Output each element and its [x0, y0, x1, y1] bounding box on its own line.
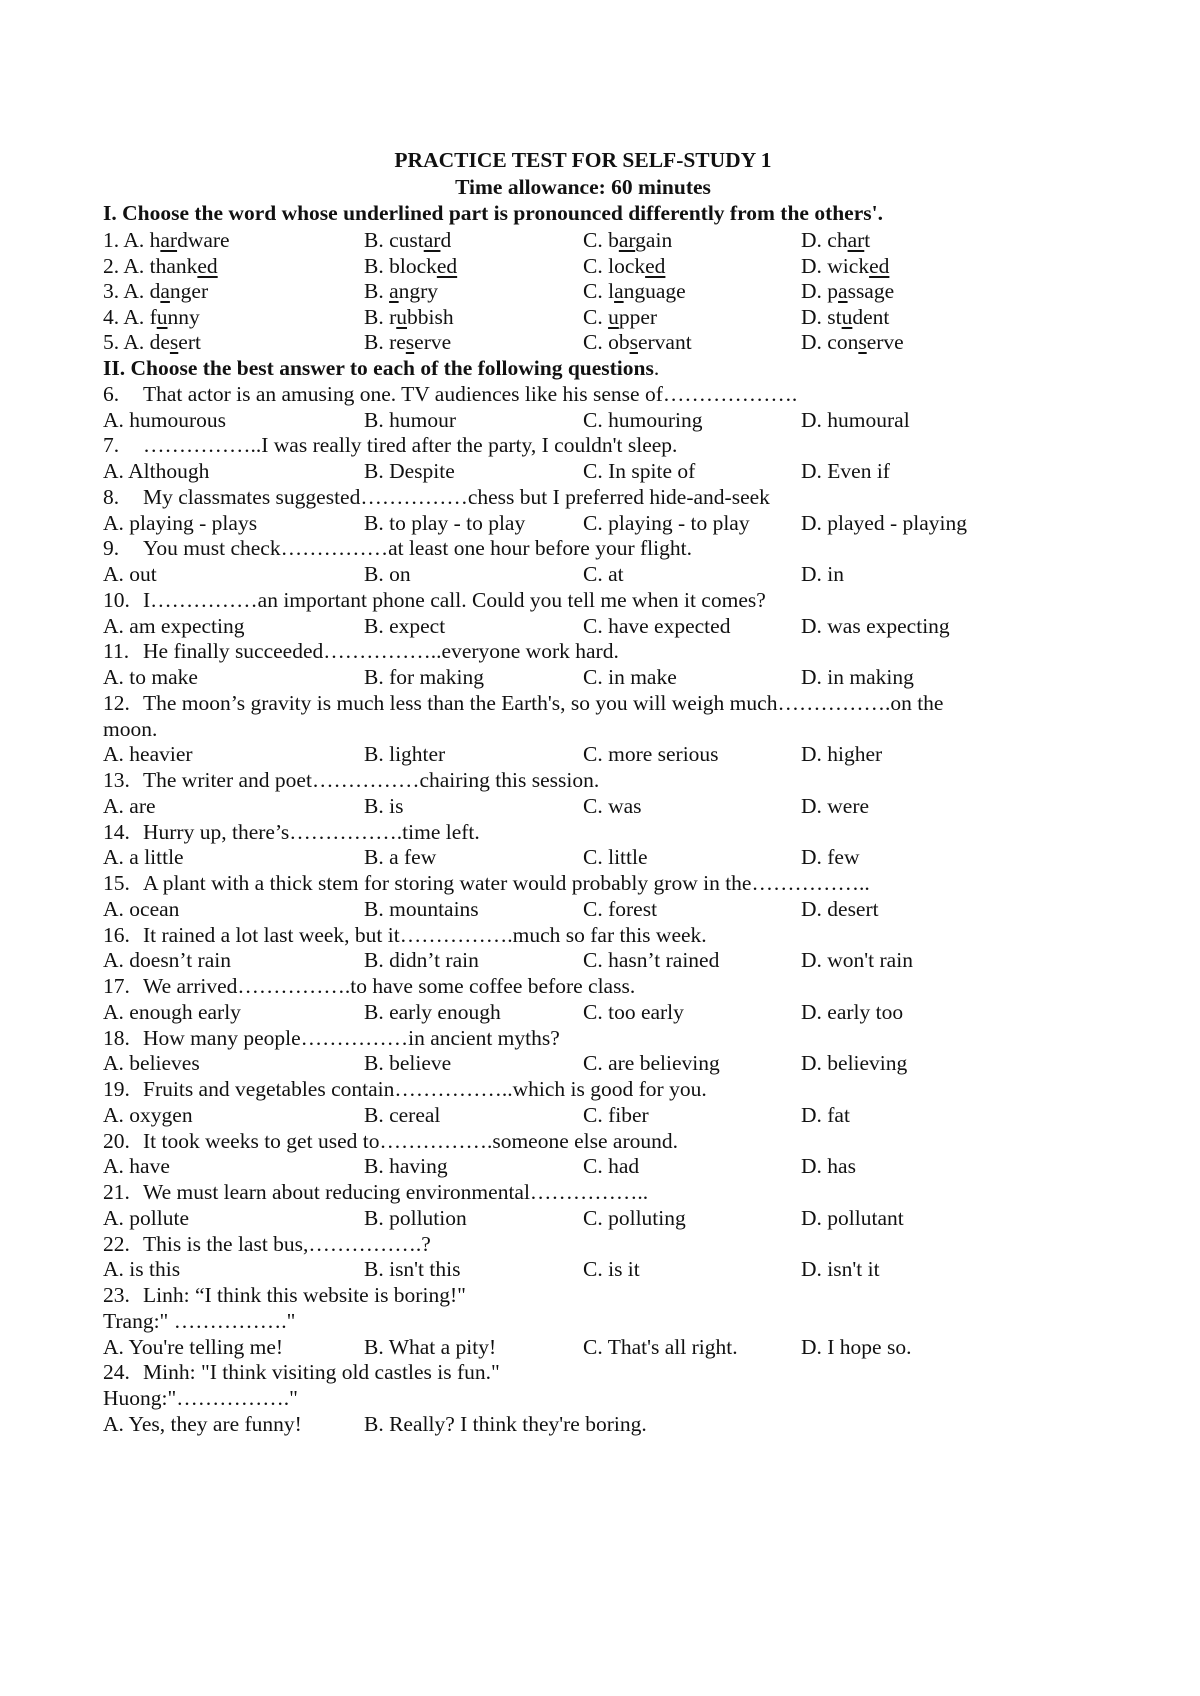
question-text: Linh: “I think this website is boring!" [143, 1283, 466, 1307]
options-24 [103, 1410, 1103, 1438]
option-a: A. humourous [103, 407, 227, 432]
question-text: He finally succeeded……………..everyone work hard. [143, 639, 619, 664]
underlined-part: ed [869, 253, 890, 278]
options-17 [103, 998, 1103, 1026]
option-d: D. early too [801, 999, 904, 1024]
option-d: D. believing [801, 1051, 908, 1076]
question-13 [103, 766, 1103, 794]
underlined-part: ed [436, 253, 458, 278]
question-17 [103, 972, 1103, 1000]
question-text: It took weeks to get used to…………….someone else around. [143, 1128, 679, 1153]
question-text-continued: Trang:" ……………." [103, 1308, 296, 1333]
option-c: C. little [583, 845, 648, 870]
question-number: 6. [103, 381, 120, 406]
option-a: A. ocean [103, 896, 180, 921]
option-a: 1. A. hardware [103, 228, 230, 252]
option-b: B. expect [364, 613, 446, 638]
underlined-part: ar [618, 228, 636, 252]
underlined-part: a [160, 279, 170, 304]
section-2-heading-period: . [653, 356, 660, 380]
question-text: That actor is an amusing one. TV audiences like his sense of………………. [143, 381, 798, 406]
option-d: D. was expecting [801, 613, 950, 638]
options-14 [103, 843, 1103, 871]
question-number: 10. [103, 587, 130, 612]
options-19 [103, 1101, 1103, 1129]
question-18 [103, 1024, 1103, 1052]
page-title: PRACTICE TEST FOR SELF-STUDY 1 [394, 148, 772, 172]
option-d: D. fat [801, 1102, 850, 1127]
question-text: Hurry up, there’s…………….time left. [143, 819, 480, 844]
option-b: B. rubbish [364, 304, 454, 329]
question-number: 8. [103, 484, 120, 509]
underlined-part: u [156, 304, 168, 329]
option-a: A. You're telling me! [103, 1334, 284, 1359]
question-number: 14. [103, 819, 130, 844]
question-text: The moon’s gravity is much less than the Earth's, so you will weigh much…………….on the [143, 690, 944, 715]
question-20 [103, 1127, 1103, 1155]
option-d: D. played - playing [801, 510, 967, 535]
question-6 [103, 380, 1103, 408]
underlined-part: a [838, 279, 848, 304]
option-a: A. are [103, 793, 156, 818]
question-number: 18. [103, 1025, 130, 1050]
question-number: 7. [103, 433, 120, 458]
option-a: A. playing - plays [103, 510, 258, 535]
options-10 [103, 612, 1103, 640]
option-b: B. on [364, 562, 411, 586]
question-number: 15. [103, 871, 130, 895]
option-c: C. forest [583, 896, 658, 921]
question-number: 23. [103, 1283, 130, 1307]
option-a: A. doesn’t rain [103, 948, 231, 973]
option-d: D. I hope so. [801, 1334, 912, 1359]
options-23 [103, 1333, 1103, 1361]
question-10 [103, 586, 1103, 614]
question-23-continued [103, 1307, 1103, 1335]
option-b: B. isn't this [364, 1257, 461, 1282]
option-c: C. That's all right. [583, 1334, 738, 1359]
question-number: 19. [103, 1077, 130, 1101]
option-b: B. angry [364, 279, 439, 304]
question-14 [103, 818, 1103, 846]
option-b: B. early enough [364, 999, 501, 1024]
options-15 [103, 895, 1103, 923]
option-b: B. a few [364, 845, 437, 870]
option-b: B. having [364, 1154, 448, 1179]
question-text: It rained a lot last week, but it…………….much so far this week. [143, 922, 707, 947]
option-b: B. is [364, 793, 404, 818]
option-c: C. at [583, 562, 624, 586]
option-b: B. mountains [364, 896, 479, 921]
underlined-part: s [405, 330, 415, 355]
question-24 [103, 1358, 1103, 1386]
option-d: D. higher [801, 742, 883, 767]
options-16 [103, 946, 1103, 974]
underlined-part: u [841, 304, 853, 329]
option-b: B. cereal [364, 1102, 441, 1127]
section-2-number: II. [103, 356, 131, 380]
option-c: C. is it [583, 1257, 640, 1282]
pronunciation-item-3 [103, 277, 1103, 305]
option-b: B. didn’t rain [364, 948, 479, 973]
question-number: 24. [103, 1360, 130, 1385]
pronunciation-item-4 [103, 303, 1103, 331]
option-a: A. is this [103, 1257, 181, 1282]
question-text: Fruits and vegetables contain……………..which is good for you. [143, 1077, 707, 1101]
option-b: B. custard [364, 228, 452, 252]
option-b: B. believe [364, 1051, 452, 1076]
options-13 [103, 792, 1103, 820]
options-18 [103, 1049, 1103, 1077]
question-number: 11. [103, 639, 130, 664]
option-c: C. bargain [583, 228, 673, 252]
options-9 [103, 560, 1103, 588]
question-9 [103, 534, 1103, 562]
underlined-part: ar [423, 228, 441, 252]
question-text: My classmates suggested……………chess but I preferred hide-and-seek [143, 484, 770, 509]
option-b: B. humour [364, 407, 456, 432]
option-d: D. passage [801, 279, 895, 304]
question-number: 20. [103, 1128, 130, 1153]
option-b: B. What a pity! [364, 1334, 497, 1359]
option-c: C. was [583, 793, 642, 818]
option-a: A. am expecting [103, 613, 245, 638]
question-text: ……………..I was really tired after the party, I couldn't sleep. [143, 433, 678, 458]
question-text: How many people……………in ancient myths? [143, 1025, 560, 1050]
options-21 [103, 1204, 1103, 1232]
option-d: D. in making [801, 665, 914, 689]
question-text: This is the last bus,…………….? [143, 1231, 431, 1256]
option-c: C. in make [583, 665, 677, 689]
pronunciation-item-2 [103, 252, 1103, 280]
option-a: A. have [103, 1154, 170, 1179]
underlined-part: u [396, 304, 407, 329]
question-8 [103, 483, 1103, 511]
option-a: A. a little [103, 845, 184, 870]
options-22 [103, 1255, 1103, 1283]
option-c: C. locked [583, 253, 666, 278]
section-2-heading-text: Choose the best answer to each of the following questions [130, 356, 654, 380]
pronunciation-item-5 [103, 328, 1103, 356]
option-b: B. to play - to play [364, 510, 526, 535]
option-b: B. for making [364, 665, 485, 689]
underlined-part: a [389, 279, 399, 304]
option-d: D. desert [801, 896, 879, 921]
option-d: D. wicked [801, 253, 890, 278]
question-11 [103, 637, 1103, 665]
option-a: 2. A. thanked [103, 253, 218, 278]
option-c: C. too early [583, 999, 684, 1024]
question-number: 16. [103, 922, 130, 947]
option-c: C. playing - to play [583, 510, 750, 535]
question-number: 21. [103, 1180, 130, 1204]
option-c: C. upper [583, 304, 658, 329]
question-text: We arrived…………….to have some coffee before class. [143, 974, 636, 998]
question-text: Minh: "I think visiting old castles is fun." [143, 1360, 500, 1385]
underlined-part: ar [847, 228, 865, 252]
question-number: 12. [103, 690, 130, 715]
options-8 [103, 509, 1103, 537]
option-d: D. in [801, 562, 844, 586]
option-d: D. were [801, 793, 870, 818]
option-a: A. Although [103, 459, 210, 483]
question-15 [103, 869, 1103, 897]
option-c: C. had [583, 1154, 640, 1179]
underlined-part: s [629, 330, 638, 355]
option-c: C. have expected [583, 613, 731, 638]
question-number: 17. [103, 974, 130, 998]
options-11 [103, 663, 1103, 691]
option-b: B. Despite [364, 459, 455, 483]
question-12 [103, 689, 1103, 717]
option-a: 4. A. funny [103, 304, 200, 329]
underlined-part: ed [197, 253, 218, 278]
option-d: D. pollutant [801, 1205, 904, 1230]
question-number: 9. [103, 536, 120, 561]
time-allowance: Time allowance: 60 minutes [455, 175, 711, 199]
option-b: B. lighter [364, 742, 446, 767]
option-a: A. out [103, 562, 157, 586]
option-b: B. Really? I think they're boring. [364, 1411, 647, 1436]
question-text-continued: Huong:"……………." [103, 1386, 298, 1410]
option-a: A. Yes, they are funny! [103, 1411, 302, 1436]
option-d: D. student [801, 304, 890, 329]
question-16 [103, 921, 1103, 949]
underlined-part: a [614, 279, 624, 304]
question-text: A plant with a thick stem for storing water would probably grow in the…………….. [143, 871, 870, 895]
question-text: We must learn about reducing environmental…………….. [143, 1180, 649, 1204]
option-c: C. In spite of [583, 459, 696, 483]
question-19 [103, 1075, 1103, 1103]
question-text: I……………an important phone call. Could you tell me when it comes? [143, 587, 766, 612]
option-c: C. polluting [583, 1205, 686, 1230]
option-c: C. fiber [583, 1102, 649, 1127]
option-a: A. oxygen [103, 1102, 193, 1127]
option-a: A. heavier [103, 742, 193, 767]
question-text-continued: moon. [103, 716, 158, 741]
option-a: A. pollute [103, 1205, 189, 1230]
option-d: D. humoural [801, 407, 910, 432]
option-a: 5. A. desert [103, 330, 201, 355]
section-2-heading [103, 354, 1103, 382]
question-text: You must check……………at least one hour before your flight. [143, 536, 692, 561]
option-a: A. to make [103, 665, 198, 689]
question-23 [103, 1281, 1103, 1309]
question-12-continued [103, 715, 1103, 743]
options-12 [103, 740, 1103, 768]
option-c: C. observant [583, 330, 692, 355]
options-6 [103, 406, 1103, 434]
pronunciation-item-1 [103, 226, 1103, 254]
option-d: D. isn't it [801, 1257, 880, 1282]
underlined-part: ed [645, 253, 666, 278]
option-c: C. humouring [583, 407, 703, 432]
underlined-part: s [858, 330, 867, 355]
options-20 [103, 1152, 1103, 1180]
option-a: A. enough early [103, 999, 241, 1024]
option-b: B. reserve [364, 330, 452, 355]
option-d: D. Even if [801, 459, 890, 483]
option-d: D. chart [801, 228, 871, 252]
option-d: D. few [801, 845, 860, 870]
question-21 [103, 1178, 1103, 1206]
section-1-heading: I. Choose the word whose underlined part is pronounced differently from the others'. [103, 201, 883, 225]
option-d: D. conserve [801, 330, 904, 355]
option-d: D. has [801, 1154, 856, 1179]
question-number: 22. [103, 1231, 130, 1256]
question-text: The writer and poet……………chairing this session. [143, 768, 600, 792]
question-24-continued [103, 1384, 1103, 1412]
option-c: C. hasn’t rained [583, 948, 720, 973]
option-d: D. won't rain [801, 948, 913, 973]
underlined-part: s [169, 330, 179, 355]
option-a: A. believes [103, 1051, 200, 1076]
option-c: C. more serious [583, 742, 719, 767]
option-a: 3. A. danger [103, 279, 209, 304]
option-c: C. language [583, 279, 686, 304]
option-b: B. pollution [364, 1205, 467, 1230]
question-number: 13. [103, 768, 130, 792]
option-c: C. are believing [583, 1051, 720, 1076]
options-7 [103, 457, 1103, 485]
question-22 [103, 1230, 1103, 1258]
question-7 [103, 431, 1103, 459]
option-b: B. blocked [364, 253, 458, 278]
underlined-part: u [608, 304, 619, 329]
underlined-part: ar [160, 228, 178, 252]
